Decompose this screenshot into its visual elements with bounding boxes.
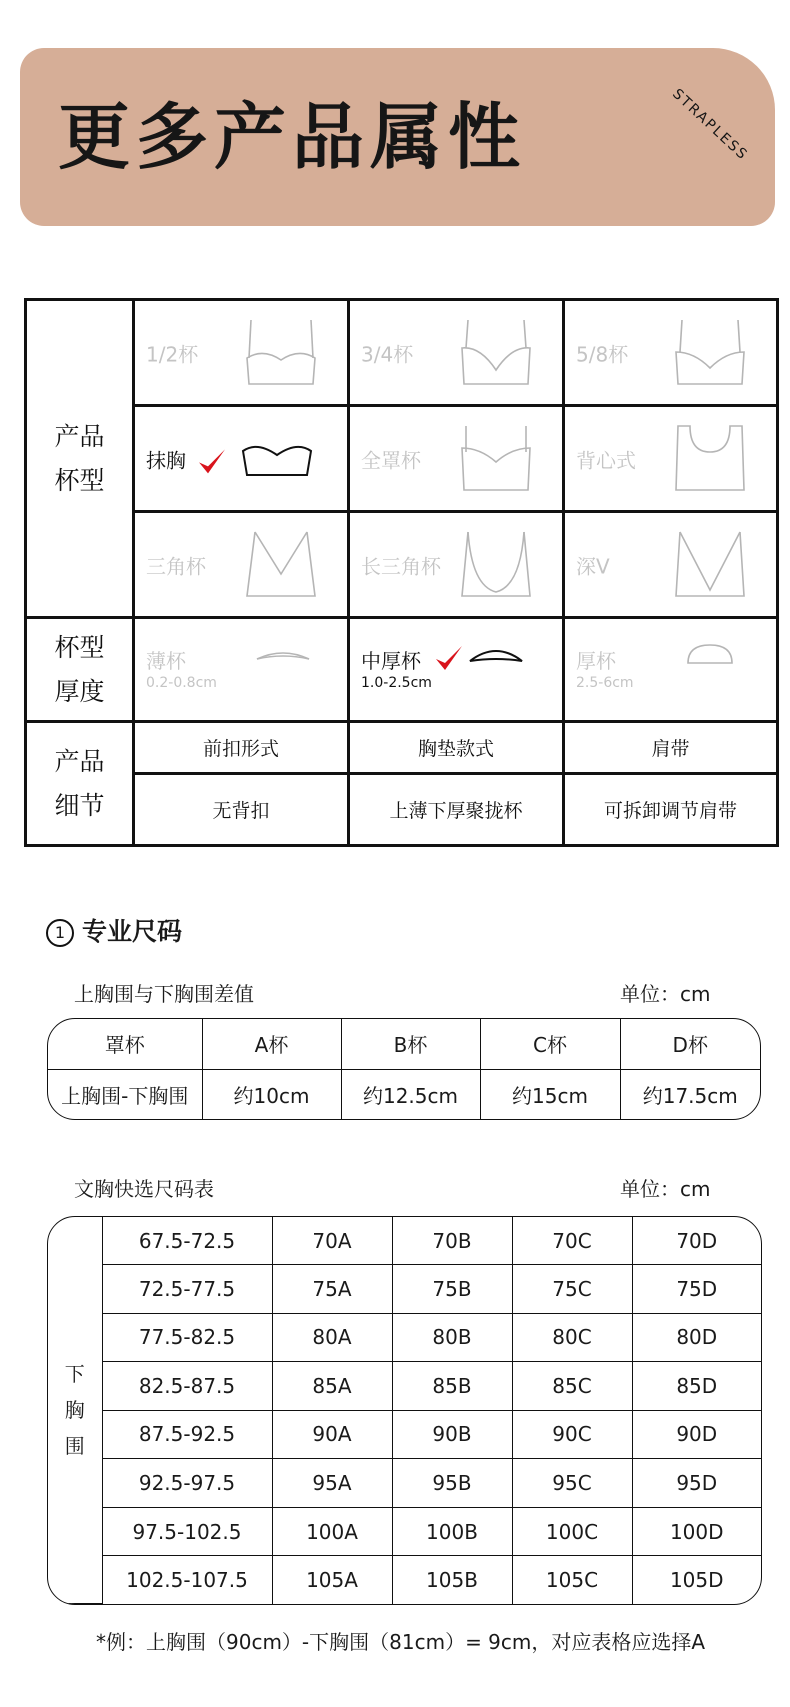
thickness-label: 厚杯: [576, 649, 616, 673]
vest-bra-icon: [672, 424, 748, 494]
thickness-label: 中厚杯: [361, 649, 421, 673]
size-cell: 105D: [632, 1556, 761, 1604]
cup-thickness-head: 杯型 厚度: [26, 618, 134, 722]
table-row: [48, 1313, 761, 1362]
detail-value-front-clasp: 无背扣: [134, 774, 349, 846]
cup-option-label: 背心式: [576, 448, 636, 472]
detail-value-strap: 可拆卸调节肩带: [564, 774, 778, 846]
table-row: [48, 1459, 761, 1508]
attribute-table: [24, 298, 776, 844]
table-cell: D杯: [620, 1019, 760, 1069]
cup-option-three-quarter: [349, 300, 564, 406]
size-cell: 95B: [392, 1459, 512, 1508]
size-cell: 95A: [272, 1459, 392, 1508]
table-cell: B杯: [341, 1019, 480, 1069]
half-cup-bra-icon: [243, 318, 319, 388]
thin-pad-icon: [255, 647, 311, 663]
under-bust-range: 92.5-97.5: [102, 1459, 272, 1508]
detail-value-pad-style: 上薄下厚聚拢杯: [349, 774, 564, 846]
full-cup-bra-icon: [458, 424, 534, 494]
table-row: [48, 1069, 760, 1119]
size-cell: 100A: [272, 1507, 392, 1556]
cup-option-label: 长三角杯: [361, 554, 441, 578]
size-cell: 70D: [632, 1217, 761, 1265]
size-cell: 105C: [512, 1556, 632, 1604]
cup-option-label: 全罩杯: [361, 448, 421, 472]
thickness-range: 0.2-0.8cm: [146, 675, 217, 691]
under-bust-range: 72.5-77.5: [102, 1265, 272, 1314]
cup-option-half: [134, 300, 349, 406]
size-cell: 80B: [392, 1313, 512, 1362]
cup-option-full: [349, 406, 564, 512]
cup-option-strapless: [134, 406, 349, 512]
table-cell: 约12.5cm: [341, 1069, 480, 1119]
under-bust-label: 下 胸 围: [48, 1217, 102, 1604]
section-number: 1: [46, 919, 74, 947]
under-bust-range: 77.5-82.5: [102, 1313, 272, 1362]
cup-option-five-eighth: [564, 300, 778, 406]
cup-option-label: 深V: [576, 554, 610, 578]
size-cell: 90D: [632, 1410, 761, 1459]
under-bust-range: 82.5-87.5: [102, 1362, 272, 1411]
cup-type-head: 产品 杯型: [26, 300, 134, 618]
size-cell: 85D: [632, 1362, 761, 1411]
size-cell: 85C: [512, 1362, 632, 1411]
thickness-range: 2.5-6cm: [576, 675, 634, 691]
size-cell: 75A: [272, 1265, 392, 1314]
table-row: [48, 1019, 760, 1069]
size-cell: 75C: [512, 1265, 632, 1314]
size-cell: 95C: [512, 1459, 632, 1508]
cup-option-triangle: [134, 512, 349, 618]
size-section-title: 1 专业尺码: [46, 912, 182, 948]
table-row: [48, 1556, 761, 1604]
table-cell: 约17.5cm: [620, 1069, 760, 1119]
five-eighth-cup-bra-icon: [672, 318, 748, 388]
check-icon: [434, 643, 464, 673]
strapless-tag: STRAPLESS: [669, 86, 751, 164]
cup-option-deep-v: [564, 512, 778, 618]
thickness-option-medium: [349, 618, 564, 722]
diff-table-unit: 单位：cm: [620, 982, 711, 1006]
deep-v-bra-icon: [672, 530, 748, 600]
example-note: *例：上胸围（90cm）-下胸围（81cm）= 9cm，对应表格应选择A: [96, 1630, 706, 1654]
thickness-option-thick: [564, 618, 778, 722]
cup-option-label: 3/4杯: [361, 342, 414, 366]
size-cell: 105A: [272, 1556, 392, 1604]
cup-option-label: 抹胸: [146, 448, 186, 472]
size-cell: 90C: [512, 1410, 632, 1459]
size-chart-unit: 单位：cm: [620, 1177, 711, 1201]
strapless-bra-icon: [241, 441, 313, 477]
table-row: [48, 1507, 761, 1556]
under-bust-range: 97.5-102.5: [102, 1507, 272, 1556]
size-cell: 70A: [272, 1217, 392, 1265]
thickness-option-thin: [134, 618, 349, 722]
table-cell: 约10cm: [202, 1069, 341, 1119]
cup-option-label: 5/8杯: [576, 342, 629, 366]
table-cell: 罩杯: [48, 1019, 202, 1069]
size-cell: 85A: [272, 1362, 392, 1411]
cup-diff-table: [47, 1018, 761, 1120]
thickness-range: 1.0-2.5cm: [361, 675, 432, 691]
table-cell: 约15cm: [480, 1069, 620, 1119]
size-cell: 80C: [512, 1313, 632, 1362]
cup-option-label: 三角杯: [146, 554, 206, 578]
under-bust-range: 87.5-92.5: [102, 1410, 272, 1459]
table-row: [48, 1362, 761, 1411]
three-quarter-cup-bra-icon: [458, 318, 534, 388]
table-cell: C杯: [480, 1019, 620, 1069]
size-cell: 95D: [632, 1459, 761, 1508]
size-cell: 90B: [392, 1410, 512, 1459]
size-cell: 70B: [392, 1217, 512, 1265]
cup-option-vest: [564, 406, 778, 512]
under-bust-range: 67.5-72.5: [102, 1217, 272, 1265]
triangle-bra-icon: [243, 530, 319, 600]
table-row: [48, 1410, 761, 1459]
detail-header-pad-style: 胸垫款式: [349, 722, 564, 774]
cup-option-long-triangle: [349, 512, 564, 618]
details-head: 产品 细节: [26, 722, 134, 846]
under-bust-range: 102.5-107.5: [102, 1556, 272, 1604]
detail-header-strap: 肩带: [564, 722, 778, 774]
thick-pad-icon: [686, 643, 734, 667]
size-chart-table: [47, 1216, 762, 1605]
size-cell: 85B: [392, 1362, 512, 1411]
size-cell: 70C: [512, 1217, 632, 1265]
size-cell: 105B: [392, 1556, 512, 1604]
size-chart-title: 文胸快选尺码表: [74, 1177, 214, 1201]
size-cell: 100C: [512, 1507, 632, 1556]
page-title: 更多产品属性: [58, 95, 527, 179]
size-cell: 100B: [392, 1507, 512, 1556]
long-triangle-bra-icon: [458, 530, 534, 600]
check-icon: [197, 446, 227, 476]
table-cell: A杯: [202, 1019, 341, 1069]
size-cell: 75D: [632, 1265, 761, 1314]
table-cell: 上胸围-下胸围: [48, 1069, 202, 1119]
diff-table-title: 上胸围与下胸围差值: [74, 982, 254, 1006]
medium-pad-icon: [468, 645, 524, 665]
table-row: [48, 1217, 761, 1265]
table-row: [48, 1265, 761, 1314]
size-cell: 75B: [392, 1265, 512, 1314]
detail-header-front-clasp: 前扣形式: [134, 722, 349, 774]
size-cell: 100D: [632, 1507, 761, 1556]
size-cell: 90A: [272, 1410, 392, 1459]
cup-option-label: 1/2杯: [146, 342, 199, 366]
thickness-label: 薄杯: [146, 649, 186, 673]
size-cell: 80D: [632, 1313, 761, 1362]
size-cell: 80A: [272, 1313, 392, 1362]
